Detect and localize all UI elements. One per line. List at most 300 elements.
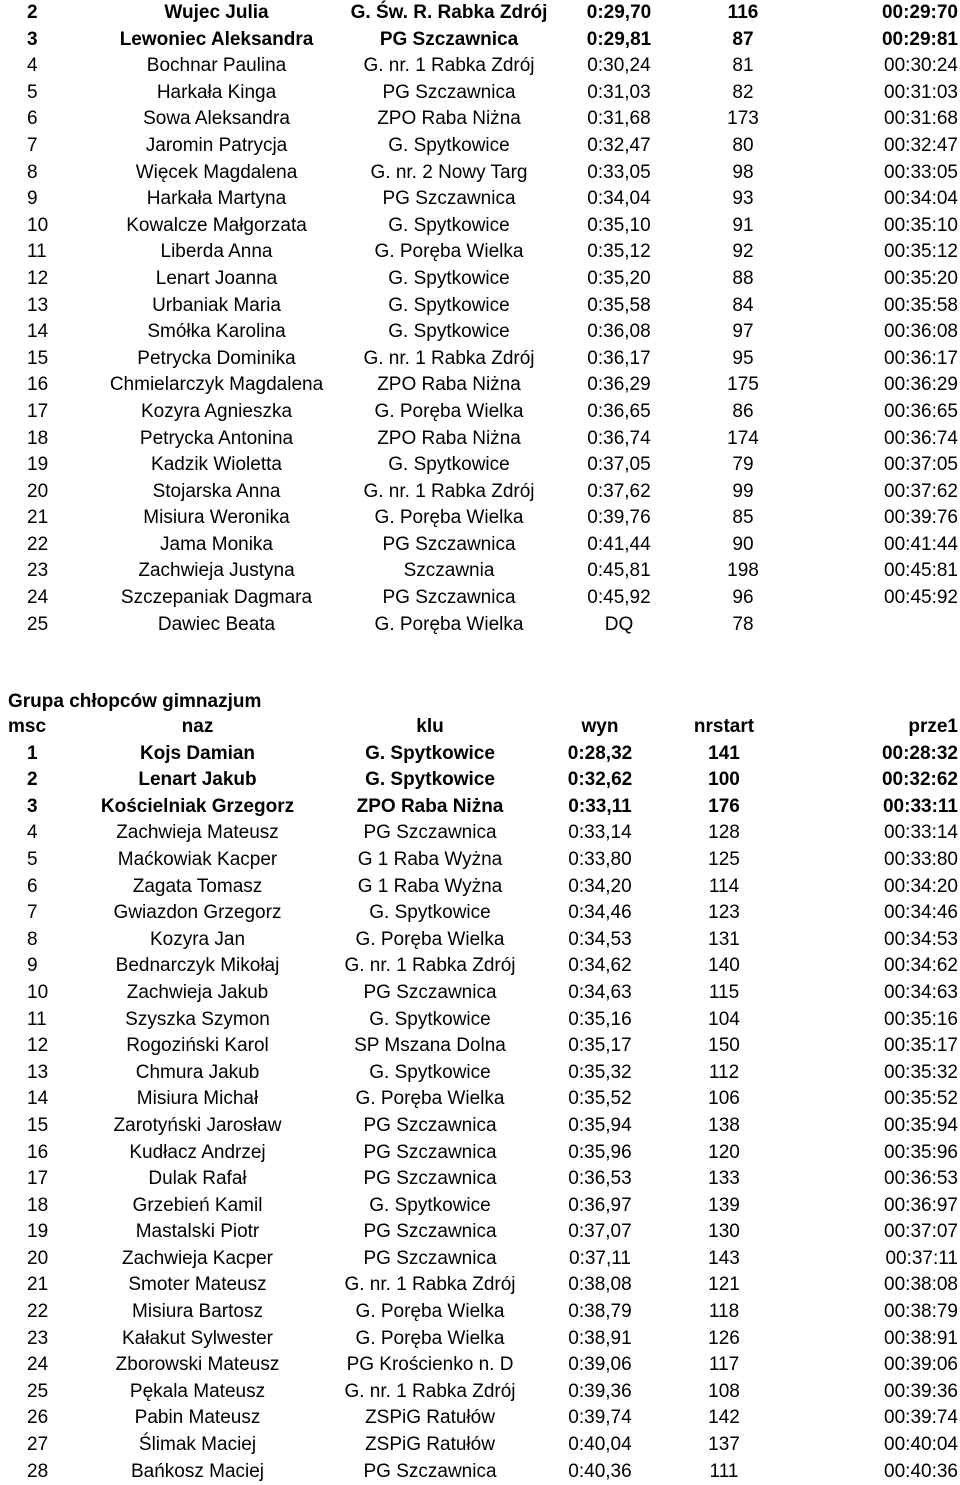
- cell-naz: Szyszka Szymon: [125, 1008, 270, 1030]
- cell-wyn: 0:34,20: [568, 875, 632, 897]
- cell-wyn: 0:29,81: [586, 28, 652, 50]
- cell-nrstart: 121: [708, 1274, 740, 1296]
- table-row: [0, 1379, 960, 1406]
- table-row: [0, 900, 960, 927]
- cell-nrstart: 116: [727, 2, 759, 23]
- cell-wyn: 0:39,36: [568, 1380, 632, 1402]
- cell-wyn: 0:37,07: [568, 1221, 632, 1243]
- cell-prze1: 00:36:74: [884, 427, 958, 449]
- cell-klu: G. Spytkowice: [388, 214, 510, 236]
- cell-klu: G. Spytkowice: [369, 1008, 491, 1030]
- cell-nrstart: 176: [708, 795, 740, 817]
- table-row: [0, 53, 960, 80]
- cell-msc: 1: [27, 742, 38, 764]
- cell-prze1: 00:39:36: [884, 1380, 958, 1402]
- cell-klu: ZSPiG Ratułów: [365, 1434, 495, 1456]
- cell-nrstart: 173: [727, 108, 759, 130]
- cell-wyn: 0:31,03: [587, 81, 651, 103]
- table-row: [0, 1086, 960, 1113]
- cell-klu: G. Poręba Wielka: [374, 507, 524, 529]
- cell-msc: 10: [27, 981, 49, 1003]
- cell-msc: 2: [27, 2, 38, 23]
- cell-prze1: 00:36:97: [884, 1194, 958, 1216]
- cell-nrstart: 198: [727, 560, 759, 582]
- cell-wyn: 0:40,36: [568, 1460, 632, 1482]
- table-row: [0, 426, 960, 453]
- cell-prze1: 00:35:20: [884, 267, 958, 289]
- cell-naz: Misiura Michał: [136, 1088, 259, 1110]
- table-row: [0, 1326, 960, 1353]
- cell-naz: Mastalski Piotr: [135, 1221, 260, 1243]
- cell-nrstart: 131: [708, 928, 740, 950]
- cell-msc: 22: [27, 1301, 49, 1323]
- cell-naz: Kowalcze Małgorzata: [126, 214, 307, 236]
- cell-msc: 4: [27, 55, 38, 77]
- cell-naz: Urbaniak Maria: [152, 294, 281, 316]
- cell-msc: 4: [27, 822, 38, 844]
- cell-wyn: 0:32,47: [587, 134, 651, 156]
- cell-msc: 19: [27, 1221, 49, 1243]
- cell-nrstart: 114: [708, 875, 740, 897]
- cell-msc: 20: [27, 1247, 49, 1269]
- cell-msc: 14: [27, 1088, 49, 1110]
- cell-nrstart: 90: [732, 533, 754, 555]
- cell-wyn: 0:32,62: [567, 769, 633, 791]
- cell-naz: Jama Monika: [160, 533, 273, 555]
- table-row: [0, 741, 960, 768]
- table-row: [0, 1140, 960, 1167]
- table-row: [0, 1432, 960, 1459]
- cell-nrstart: 117: [708, 1354, 740, 1376]
- cell-prze1: [802, 612, 960, 639]
- cell-prze1: 00:34:53: [884, 928, 958, 950]
- cell-naz: Harkała Kinga: [156, 81, 277, 103]
- cell-naz: Rogoziński Karol: [126, 1035, 269, 1057]
- cell-nrstart: 140: [708, 955, 740, 977]
- table-row: [0, 847, 960, 874]
- cell-klu: PG Krościenko n. D: [346, 1354, 514, 1376]
- cell-prze1: 00:35:12: [884, 241, 958, 263]
- cell-nrstart: 88: [732, 267, 754, 289]
- cell-klu: G. Poręba Wielka: [355, 1327, 505, 1349]
- table-row: [0, 399, 960, 426]
- cell-naz: Dulak Rafał: [148, 1168, 247, 1190]
- cell-wyn: 0:45,92: [587, 587, 651, 609]
- cell-naz: Bednarczyk Mikołaj: [115, 955, 280, 977]
- cell-klu: G. Spytkowice: [388, 321, 510, 343]
- cell-wyn: 0:36,97: [568, 1194, 632, 1216]
- cell-prze1: 00:35:10: [884, 214, 958, 236]
- cell-msc: 10: [27, 214, 49, 236]
- cell-klu: G 1 Raba Wyżna: [357, 875, 503, 897]
- cell-nrstart: 96: [732, 587, 754, 609]
- cell-klu: G. Spytkowice: [388, 267, 510, 289]
- cell-prze1: 00:30:24: [884, 55, 958, 77]
- cell-msc: 20: [27, 480, 49, 502]
- cell-nrstart: 123: [708, 902, 740, 924]
- cell-naz: Bochnar Paulina: [146, 55, 287, 77]
- cell-naz: Zachwieja Jakub: [126, 981, 269, 1003]
- table-row: [0, 767, 960, 794]
- cell-nrstart: 130: [708, 1221, 740, 1243]
- cell-prze1: 00:39:74: [884, 1407, 958, 1429]
- cell-nrstart: 118: [708, 1301, 740, 1323]
- table-row: [0, 1246, 960, 1273]
- cell-naz: Zborowski Mateusz: [115, 1354, 280, 1376]
- cell-klu: PG Szczawnica: [363, 981, 497, 1003]
- cell-klu: G. Św. R. Rabka Zdrój: [350, 2, 548, 23]
- cell-naz: Misiura Weronika: [143, 507, 290, 529]
- cell-nrstart: 115: [708, 981, 740, 1003]
- cell-nrstart: 128: [708, 822, 740, 844]
- header-prze1: prze1: [908, 716, 958, 737]
- cell-msc: 3: [27, 28, 38, 50]
- cell-wyn: 0:33,14: [568, 822, 632, 844]
- cell-klu: G. Poręba Wielka: [355, 1088, 505, 1110]
- cell-prze1: 00:35:52: [884, 1088, 958, 1110]
- table-row: [0, 1033, 960, 1060]
- cell-wyn: 0:41,44: [587, 533, 651, 555]
- cell-klu: ZPO Raba Niżna: [356, 795, 504, 817]
- cell-msc: 23: [27, 1327, 49, 1349]
- cell-naz: Zarotyński Jarosław: [113, 1114, 282, 1136]
- cell-prze1: 00:38:79: [884, 1301, 958, 1323]
- cell-wyn: 0:37,11: [569, 1247, 631, 1269]
- cell-naz: Kozyra Jan: [149, 928, 246, 950]
- cell-klu: G. Spytkowice: [388, 454, 510, 476]
- table-row: [0, 186, 960, 213]
- cell-wyn: 0:34,46: [568, 902, 632, 924]
- table-row: [0, 1405, 960, 1432]
- cell-klu: G. Spytkowice: [369, 1061, 491, 1083]
- cell-prze1: 00:37:62: [884, 480, 958, 502]
- cell-klu: ZPO Raba Niżna: [377, 427, 521, 449]
- cell-naz: Liberda Anna: [160, 241, 273, 263]
- cell-nrstart: 91: [732, 214, 754, 236]
- cell-wyn: 0:39,74: [568, 1407, 632, 1429]
- table-row: [0, 372, 960, 399]
- cell-naz: Dawiec Beata: [157, 613, 276, 635]
- boys-results-body: [0, 741, 960, 1485]
- cell-nrstart: 81: [732, 55, 754, 77]
- cell-klu: PG Szczawnica: [363, 1141, 497, 1163]
- cell-wyn: 0:36,74: [587, 427, 651, 449]
- cell-klu: PG Szczawnica: [363, 1460, 497, 1482]
- cell-klu: G. Poręba Wielka: [374, 400, 524, 422]
- cell-naz: Kojs Damian: [139, 742, 256, 764]
- cell-prze1: 00:35:16: [884, 1008, 958, 1030]
- cell-prze1: 00:40:36: [884, 1460, 958, 1482]
- table-row: [0, 213, 960, 240]
- cell-wyn: 0:35,32: [568, 1061, 632, 1083]
- header-wyn: wyn: [581, 716, 619, 737]
- cell-klu: ZPO Raba Niżna: [377, 374, 521, 396]
- cell-klu: Szczawnia: [403, 560, 495, 582]
- cell-prze1: 00:35:96: [884, 1141, 958, 1163]
- table-row: [0, 160, 960, 187]
- cell-prze1: 00:39:76: [884, 507, 958, 529]
- cell-naz: Jaromin Patrycja: [145, 134, 288, 156]
- cell-klu: PG Szczawnica: [363, 1247, 497, 1269]
- cell-klu: G. Poręba Wielka: [355, 928, 505, 950]
- cell-nrstart: 79: [732, 454, 754, 476]
- cell-nrstart: 98: [732, 161, 754, 183]
- cell-klu: G. nr. 1 Rabka Zdrój: [344, 1380, 516, 1402]
- table-row: [0, 319, 960, 346]
- cell-prze1: 00:36:29: [884, 374, 958, 396]
- cell-klu: PG Szczawnica: [382, 188, 516, 210]
- table-row: [0, 874, 960, 901]
- cell-wyn: 0:35,52: [568, 1088, 632, 1110]
- cell-naz: Lewoniec Aleksandra: [119, 28, 314, 50]
- cell-nrstart: 120: [708, 1141, 740, 1163]
- table-row: [0, 1166, 960, 1193]
- cell-wyn: 0:34,63: [568, 981, 632, 1003]
- cell-naz: Lenart Joanna: [155, 267, 278, 289]
- cell-msc: 17: [27, 1168, 49, 1190]
- cell-msc: 16: [27, 1141, 49, 1163]
- cell-klu: PG Szczawnica: [363, 1114, 497, 1136]
- table-row: [0, 953, 960, 980]
- cell-klu: PG Szczawnica: [382, 587, 516, 609]
- table-row: [0, 80, 960, 107]
- cell-msc: 26: [27, 1407, 49, 1429]
- cell-msc: 18: [27, 427, 49, 449]
- cell-klu: G. Spytkowice: [388, 134, 510, 156]
- cell-klu: G. Spytkowice: [388, 294, 510, 316]
- cell-naz: Pabin Mateusz: [134, 1407, 261, 1429]
- cell-naz: Zachwieja Mateusz: [116, 822, 279, 844]
- table-row: [0, 585, 960, 612]
- cell-msc: 11: [27, 1008, 47, 1030]
- cell-msc: 27: [27, 1434, 49, 1456]
- cell-naz: Sowa Aleksandra: [143, 108, 290, 130]
- cell-msc: 12: [27, 267, 49, 289]
- cell-naz: Gwiazdon Grzegorz: [113, 902, 282, 924]
- cell-wyn: 0:28,32: [567, 742, 633, 764]
- cell-wyn: 0:37,05: [587, 454, 651, 476]
- cell-msc: 5: [27, 81, 38, 103]
- cell-prze1: 00:36:65: [884, 400, 958, 422]
- cell-wyn: 0:34,62: [568, 955, 632, 977]
- cell-msc: 18: [27, 1194, 49, 1216]
- cell-klu: PG Szczawnica: [382, 533, 516, 555]
- cell-msc: 13: [27, 1061, 49, 1083]
- cell-nrstart: 125: [708, 848, 740, 870]
- table-row: [0, 558, 960, 585]
- cell-klu: PG Szczawnica: [382, 81, 516, 103]
- cell-nrstart: 93: [732, 188, 754, 210]
- cell-nrstart: 100: [708, 769, 740, 791]
- cell-msc: 6: [27, 875, 38, 897]
- cell-wyn: 0:40,04: [568, 1434, 632, 1456]
- cell-prze1: 00:45:92: [884, 587, 958, 609]
- header-naz: naz: [181, 716, 214, 737]
- cell-wyn: 0:31,68: [587, 108, 651, 130]
- cell-msc: 25: [27, 1380, 49, 1402]
- table-row: [0, 133, 960, 160]
- table-row: [0, 266, 960, 293]
- cell-nrstart: 142: [708, 1407, 740, 1429]
- cell-prze1: 00:32:62: [881, 769, 958, 791]
- cell-naz: Chmielarczyk Magdalena: [109, 374, 324, 396]
- cell-klu: G. Poręba Wielka: [374, 241, 524, 263]
- table-row: [0, 239, 960, 266]
- cell-klu: G. Spytkowice: [369, 1194, 491, 1216]
- cell-msc: 2: [27, 769, 38, 791]
- cell-wyn: 0:38,08: [568, 1274, 632, 1296]
- cell-wyn: 0:29,70: [586, 2, 652, 23]
- cell-nrstart: 111: [709, 1460, 739, 1482]
- cell-prze1: 00:34:04: [884, 188, 958, 210]
- cell-naz: Smółka Karolina: [147, 321, 286, 343]
- cell-nrstart: 80: [732, 134, 754, 156]
- cell-prze1: 00:35:94: [884, 1114, 958, 1136]
- cell-klu: G. Spytkowice: [365, 742, 495, 764]
- cell-nrstart: 175: [727, 374, 759, 396]
- cell-msc: 9: [27, 188, 38, 210]
- cell-msc: 21: [27, 507, 49, 529]
- cell-nrstart: 138: [708, 1114, 740, 1136]
- cell-wyn: 0:35,16: [568, 1008, 632, 1030]
- cell-nrstart: 133: [708, 1168, 740, 1190]
- cell-prze1: 00:38:08: [884, 1274, 958, 1296]
- cell-naz: Chmura Jakub: [135, 1061, 260, 1083]
- cell-msc: 23: [27, 560, 49, 582]
- boys-results-table: [0, 714, 960, 1485]
- cell-naz: Misiura Bartosz: [132, 1301, 263, 1323]
- cell-klu: SP Mszana Dolna: [354, 1035, 506, 1057]
- cell-wyn: 0:33,05: [587, 161, 651, 183]
- cell-msc: 22: [27, 533, 49, 555]
- table-row: [0, 980, 960, 1007]
- cell-prze1: 00:28:32: [881, 742, 958, 764]
- cell-prze1: 00:34:63: [884, 981, 958, 1003]
- cell-msc: 28: [27, 1460, 49, 1482]
- cell-prze1: 00:35:58: [884, 294, 958, 316]
- cell-prze1: 00:29:81: [881, 28, 958, 50]
- cell-wyn: 0:35,58: [587, 294, 651, 316]
- cell-msc: 13: [27, 294, 49, 316]
- cell-naz: Kałakut Sylwester: [121, 1327, 273, 1349]
- cell-nrstart: 86: [732, 400, 754, 422]
- cell-wyn: 0:36,17: [587, 347, 651, 369]
- table-row: [0, 1219, 960, 1246]
- cell-prze1: 00:40:04: [884, 1434, 958, 1456]
- cell-prze1: 00:34:62: [884, 955, 958, 977]
- table-row: [0, 0, 960, 27]
- cell-wyn: 0:45,81: [587, 560, 651, 582]
- cell-wyn: 0:36,08: [587, 321, 651, 343]
- cell-prze1: 00:39:06: [884, 1354, 958, 1376]
- cell-prze1: 00:33:05: [884, 161, 958, 183]
- cell-msc: 21: [27, 1274, 49, 1296]
- cell-naz: Zachwieja Justyna: [138, 560, 295, 582]
- cell-prze1: 00:33:11: [882, 795, 958, 817]
- cell-wyn: 0:39,76: [587, 507, 651, 529]
- header-nrstart: nrstart: [693, 716, 755, 737]
- cell-wyn: 0:35,96: [568, 1141, 632, 1163]
- cell-prze1: 00:36:17: [884, 347, 958, 369]
- cell-wyn: 0:34,53: [568, 928, 632, 950]
- cell-nrstart: 106: [708, 1088, 740, 1110]
- table-row: [0, 1113, 960, 1140]
- cell-msc: 15: [27, 1114, 49, 1136]
- cell-klu: G. Spytkowice: [365, 769, 495, 791]
- girls-results-body: [0, 0, 960, 638]
- cell-wyn: 0:36,29: [587, 374, 651, 396]
- cell-nrstart: 108: [708, 1380, 740, 1402]
- cell-klu: ZSPiG Ratułów: [365, 1407, 495, 1429]
- table-row: [0, 1352, 960, 1379]
- table-row: [0, 346, 960, 373]
- cell-klu: G. nr. 2 Nowy Targ: [370, 161, 528, 183]
- table-row: [0, 1060, 960, 1087]
- boys-results-header: [0, 714, 960, 741]
- cell-nrstart: 141: [708, 742, 740, 764]
- cell-wyn: 0:30,24: [587, 55, 651, 77]
- cell-msc: 16: [27, 374, 49, 396]
- cell-msc: 7: [27, 902, 38, 924]
- cell-msc: 8: [27, 161, 38, 183]
- cell-nrstart: 137: [708, 1434, 740, 1456]
- cell-naz: Harkała Martyna: [146, 188, 287, 210]
- cell-naz: Kościelniak Grzegorz: [100, 795, 295, 817]
- cell-wyn: 0:34,04: [587, 188, 651, 210]
- cell-wyn: 0:36,65: [587, 400, 651, 422]
- cell-msc: 9: [27, 955, 38, 977]
- cell-prze1: 00:35:17: [884, 1035, 958, 1057]
- cell-klu: G. nr. 1 Rabka Zdrój: [363, 480, 535, 502]
- cell-naz: Szczepaniak Dagmara: [120, 587, 313, 609]
- cell-msc: 8: [27, 928, 38, 950]
- cell-klu: G. Poręba Wielka: [374, 613, 524, 635]
- cell-klu: PG Szczawnica: [363, 1168, 497, 1190]
- cell-naz: Maćkowiak Kacper: [117, 848, 278, 870]
- cell-prze1: 00:45:81: [884, 560, 958, 582]
- cell-msc: 12: [27, 1035, 49, 1057]
- table-row: [0, 106, 960, 133]
- table-row: [0, 612, 960, 639]
- cell-nrstart: 97: [732, 321, 754, 343]
- header-klu: klu: [416, 716, 444, 737]
- cell-naz: Kozyra Agnieszka: [140, 400, 293, 422]
- cell-prze1: 00:37:11: [885, 1247, 958, 1269]
- cell-klu: PG Szczawnica: [363, 822, 497, 844]
- cell-prze1: 00:32:47: [884, 134, 958, 156]
- table-row: [0, 27, 960, 54]
- cell-msc: 24: [27, 1354, 49, 1376]
- boys-group-title: Grupa chłopców gimnazjum: [8, 691, 262, 712]
- cell-naz: Stojarska Anna: [152, 480, 281, 502]
- cell-naz: Więcek Magdalena: [135, 161, 298, 183]
- cell-msc: 5: [27, 848, 38, 870]
- cell-prze1: 00:41:44: [884, 533, 958, 555]
- cell-msc: 6: [27, 108, 38, 130]
- cell-prze1: 00:34:46: [884, 902, 958, 924]
- cell-wyn: 0:36,53: [568, 1168, 632, 1190]
- header-row: [0, 714, 960, 741]
- cell-wyn: 0:38,79: [568, 1301, 632, 1323]
- cell-prze1: 00:29:70: [881, 2, 958, 23]
- cell-nrstart: 99: [732, 480, 754, 502]
- cell-wyn: 0:37,62: [587, 480, 651, 502]
- cell-klu: G. nr. 1 Rabka Zdrój: [344, 1274, 516, 1296]
- cell-naz: Grzebień Kamil: [132, 1194, 263, 1216]
- cell-klu: G. nr. 1 Rabka Zdrój: [363, 347, 535, 369]
- cell-klu: G 1 Raba Wyżna: [357, 848, 503, 870]
- cell-nrstart: 139: [708, 1194, 740, 1216]
